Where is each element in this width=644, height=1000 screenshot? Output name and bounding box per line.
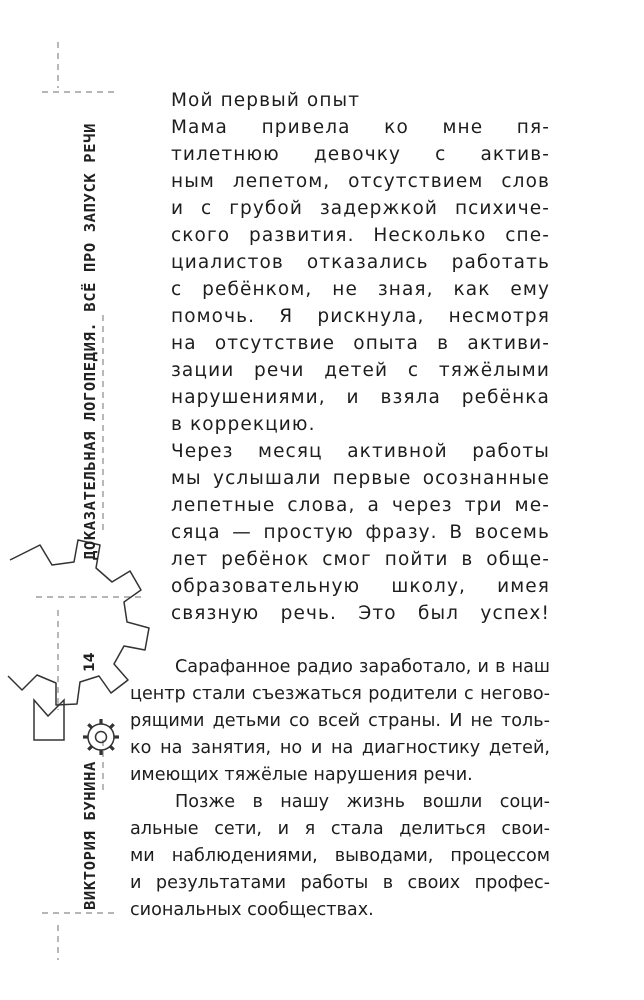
paragraph-line: Сарафанное радио заработало, и в наш <box>175 657 550 677</box>
page-number: 14 <box>82 652 98 672</box>
story-line: в коррекцию. <box>171 414 316 435</box>
story-line: ского развития. Несколько спе- <box>171 225 550 246</box>
story-line: тилетнюю девочку с актив- <box>171 144 550 165</box>
story-line: лет ребёнок смог пойти в обще- <box>171 549 550 570</box>
paragraph-line: сиональных сообществах. <box>130 900 374 920</box>
story-line: лепетные слова, а через три ме- <box>171 495 550 516</box>
story-line: Через месяц активной работы <box>171 441 550 462</box>
paragraph-line: рящими детьми со всей страны. И не толь- <box>130 711 550 731</box>
paragraph-line: имеющих тяжёлые нарушения речи. <box>130 765 473 785</box>
story-line: помочь. Я рискнула, несмотря <box>171 306 550 327</box>
large-gear-icon <box>8 540 149 705</box>
paragraph-line: ми наблюдениями, выводами, процессом <box>130 846 550 866</box>
main-text <box>130 654 550 924</box>
story-line: образовательную школу, имея <box>171 576 550 597</box>
corner-bracket-decoration <box>34 700 64 740</box>
paragraph-line: центр стали съезжаться родители с негово- <box>130 684 550 704</box>
story-line: нарушениями, и взяла ребёнка <box>171 387 550 408</box>
story-line: связную речь. Это был успех! <box>171 603 550 624</box>
story-line: и с грубой задержкой психиче- <box>171 198 550 219</box>
story-box <box>171 87 550 627</box>
story-line: мы услышали первые осознанные <box>171 468 550 489</box>
paragraph-line: альные сети, и я стала делиться свои- <box>130 819 550 839</box>
story-line: с ребёнком, не зная, как ему <box>171 279 550 300</box>
story-line: сяца — простую фразу. В восемь <box>171 522 550 543</box>
story-title: Мой первый опыт <box>171 90 361 111</box>
paragraph-line: ко на занятия, но и на диагностику детей, <box>130 738 550 758</box>
story-line: Мама привела ко мне пя- <box>171 117 550 138</box>
small-gear-icon <box>83 719 119 755</box>
story-line: зации речи детей с тяжёлыми <box>171 360 550 381</box>
story-line: ным лепетом, отсутствием слов <box>171 171 550 192</box>
book-title-vertical: ДОКАЗАТЕЛЬНАЯ ЛОГОПЕДИЯ. ВСЁ ПРО ЗАПУСК РЕЧИ <box>81 123 99 560</box>
paragraph-line: и результатами работы в своих профес- <box>130 873 550 893</box>
story-line: циалистов отказались работать <box>171 252 550 273</box>
paragraph-line: Позже в нашу жизнь вошли соци- <box>175 792 550 812</box>
story-line: на отсутствие опыта в активи- <box>171 333 550 354</box>
author-name-vertical: ВИКТОРИЯ БУНИНА <box>81 761 99 910</box>
